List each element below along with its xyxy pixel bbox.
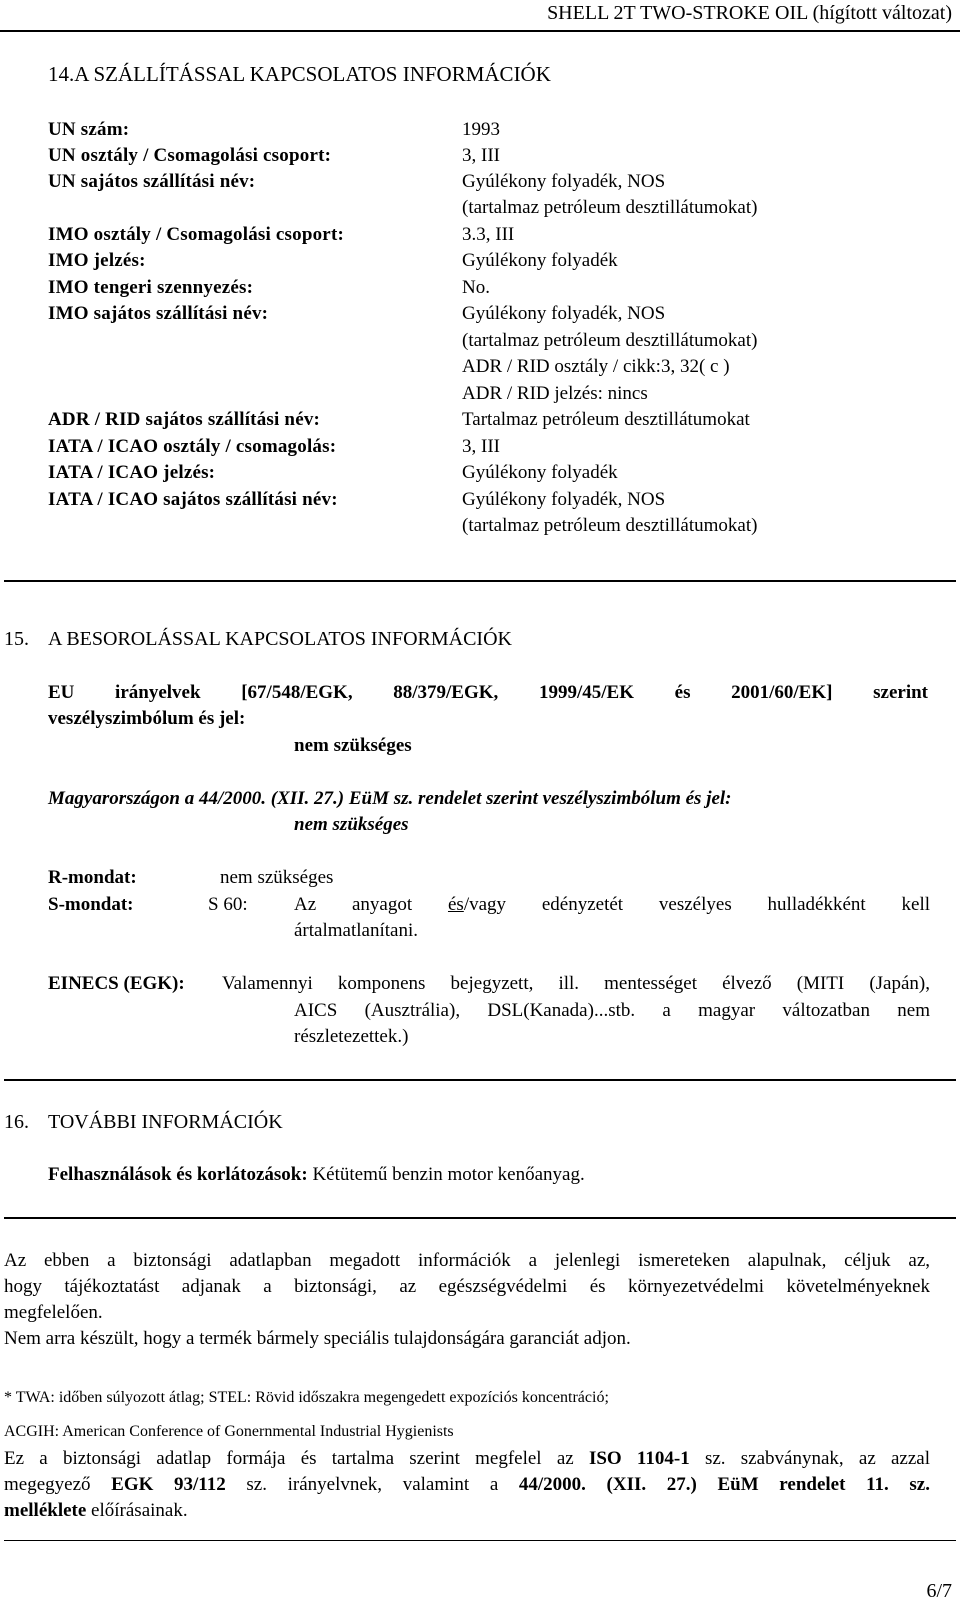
compliance-text: sz. irányelvnek, valamint a [246, 1474, 499, 1495]
s-text-underlined: és [447, 894, 464, 915]
s-phrase-text [294, 892, 930, 918]
row-label: IMO jelzés: [48, 250, 146, 271]
hu-regulation-line: Magyarországon a 44/2000. (XII. 27.) EüM sz. rendelet szerint veszélyszimbólum és jel: [48, 788, 732, 809]
disclaimer-line: Az ebben a biztonsági adatlapban megadott információk a jelenlegi ismereteken alapulnak, céljuk az, [4, 1250, 930, 1271]
section-divider [4, 580, 956, 582]
section-15-title: A BESOROLÁSSAL KAPCSOLATOS INFORMÁCIÓK [48, 628, 512, 650]
row-value: 3, III [462, 436, 500, 457]
row-value: (tartalmaz petróleum desztillátumokat) [462, 330, 758, 351]
r-phrase-label: R-mondat: [48, 867, 137, 888]
compliance-text: sz. szabványnak, az azzal [704, 1448, 931, 1469]
iso-reference: ISO 1104-1 [588, 1448, 690, 1469]
acgih-note: ACGIH: American Conference of Gonernmental Industrial Hygienists [4, 1423, 454, 1440]
uses-value: Kétütemű benzin motor kenőanyag. [312, 1164, 585, 1185]
eu-directives-line: EU irányelvek [67/548/EGK, 88/379/EGK, 1999/45/EK és 2001/60/EK] szerint [48, 682, 928, 703]
eum-reference: 44/2000. (XII. 27.) EüM rendelet 11. sz. [518, 1474, 930, 1495]
row-label: IATA / ICAO osztály / csomagolás: [48, 436, 337, 457]
row-label: IATA / ICAO sajátos szállítási név: [48, 489, 338, 510]
einecs-line-2: AICS (Ausztrália), DSL(Kanada)...stb. a magyar változatban nem [294, 1000, 930, 1021]
footer-divider [4, 1540, 956, 1541]
row-value: (tartalmaz petróleum desztillátumokat) [462, 515, 758, 536]
einecs-line: Valamennyi komponens bejegyzett, ill. mentességet élvező (MITI (Japán), [222, 973, 930, 994]
section-divider [4, 1217, 956, 1219]
compliance-line-3 [4, 1498, 188, 1524]
r-phrase-value: nem szükséges [220, 867, 334, 888]
compliance-text: megegyező [4, 1474, 91, 1495]
compliance-line-2 [4, 1472, 930, 1498]
row-label: UN sajátos szállítási név: [48, 171, 256, 192]
row-value: Gyúlékony folyadék [462, 462, 618, 483]
row-value: No. [462, 277, 490, 298]
row-value: Tartalmaz petróleum desztillátumokat [462, 409, 750, 430]
row-label: IMO tengeri szennyezés: [48, 277, 254, 298]
disclaimer-line: Nem arra készült, hogy a termék bármely speciális tulajdonságára garanciát adjon. [4, 1328, 631, 1349]
einecs-line-3: részletezettek.) [294, 1026, 409, 1047]
page-number: 6/7 [926, 1580, 952, 1602]
hu-value: nem szükséges [294, 814, 409, 835]
row-value: 1993 [462, 119, 500, 140]
egk-reference: EGK 93/112 [111, 1474, 226, 1495]
compliance-line [4, 1446, 930, 1472]
s-text-part: /vagy edényzetét veszélyes hulladékként kell [463, 894, 930, 915]
row-value: 3.3, III [462, 224, 515, 245]
row-value: ADR / RID jelzés: nincs [462, 383, 648, 404]
row-value: 3, III [462, 145, 500, 166]
row-value: Gyúlékony folyadék, NOS [462, 303, 666, 324]
einecs-label: EINECS (EGK): [48, 973, 185, 994]
section-14-heading: 14.A SZÁLLÍTÁSSAL KAPCSOLATOS INFORMÁCIÓK [48, 62, 551, 86]
row-value: Gyúlékony folyadék [462, 250, 618, 271]
compliance-text: előírásainak. [91, 1500, 188, 1521]
document-title: SHELL 2T TWO-STROKE OIL (hígított változat) [547, 2, 952, 24]
row-value: Gyúlékony folyadék, NOS [462, 489, 666, 510]
compliance-text: Ez a biztonsági adatlap formája és tartalma szerint megfelel az [4, 1448, 574, 1469]
row-label: IMO sajátos szállítási név: [48, 303, 269, 324]
disclaimer-line: megfelelően. [4, 1302, 103, 1323]
uses-label: Felhasználások és korlátozások: [48, 1164, 308, 1185]
row-value: ADR / RID osztály / cikk:3, 32( c ) [462, 356, 730, 377]
uses-line [48, 1162, 585, 1188]
s-phrase-label: S-mondat: [48, 894, 134, 915]
eu-value: nem szükséges [294, 735, 412, 756]
section-16-title: TOVÁBBI INFORMÁCIÓK [48, 1111, 283, 1133]
row-value: (tartalmaz petróleum desztillátumokat) [462, 197, 758, 218]
s-phrase-text-2: ártalmatlanítani. [294, 920, 418, 941]
row-label: IATA / ICAO jelzés: [48, 462, 216, 483]
disclaimer-line: hogy tájékoztatást adjanak a biztonsági, az egészségvédelmi és környezetvédelmi követelményeknek [4, 1276, 930, 1297]
row-label: IMO osztály / Csomagolási csoport: [48, 224, 344, 245]
row-label: UN osztály / Csomagolási csoport: [48, 145, 332, 166]
section-divider [4, 1079, 956, 1081]
eu-directives-line-2: veszélyszimbólum és jel: [48, 708, 246, 729]
row-label: UN szám: [48, 119, 130, 140]
section-15-number: 15. [4, 628, 29, 650]
header-divider [0, 30, 960, 32]
section-16-number: 16. [4, 1111, 29, 1133]
twa-note: * TWA: időben súlyozott átlag; STEL: Rövid időszakra megengedett expozíciós koncentráció; [4, 1389, 609, 1406]
row-label: ADR / RID sajátos szállítási név: [48, 409, 321, 430]
s-text-part: Az anyagot [294, 894, 413, 915]
page-header [0, 0, 960, 30]
s-phrase-code: S 60: [208, 894, 248, 915]
annex-reference: melléklete [4, 1500, 87, 1521]
row-value: Gyúlékony folyadék, NOS [462, 171, 666, 192]
